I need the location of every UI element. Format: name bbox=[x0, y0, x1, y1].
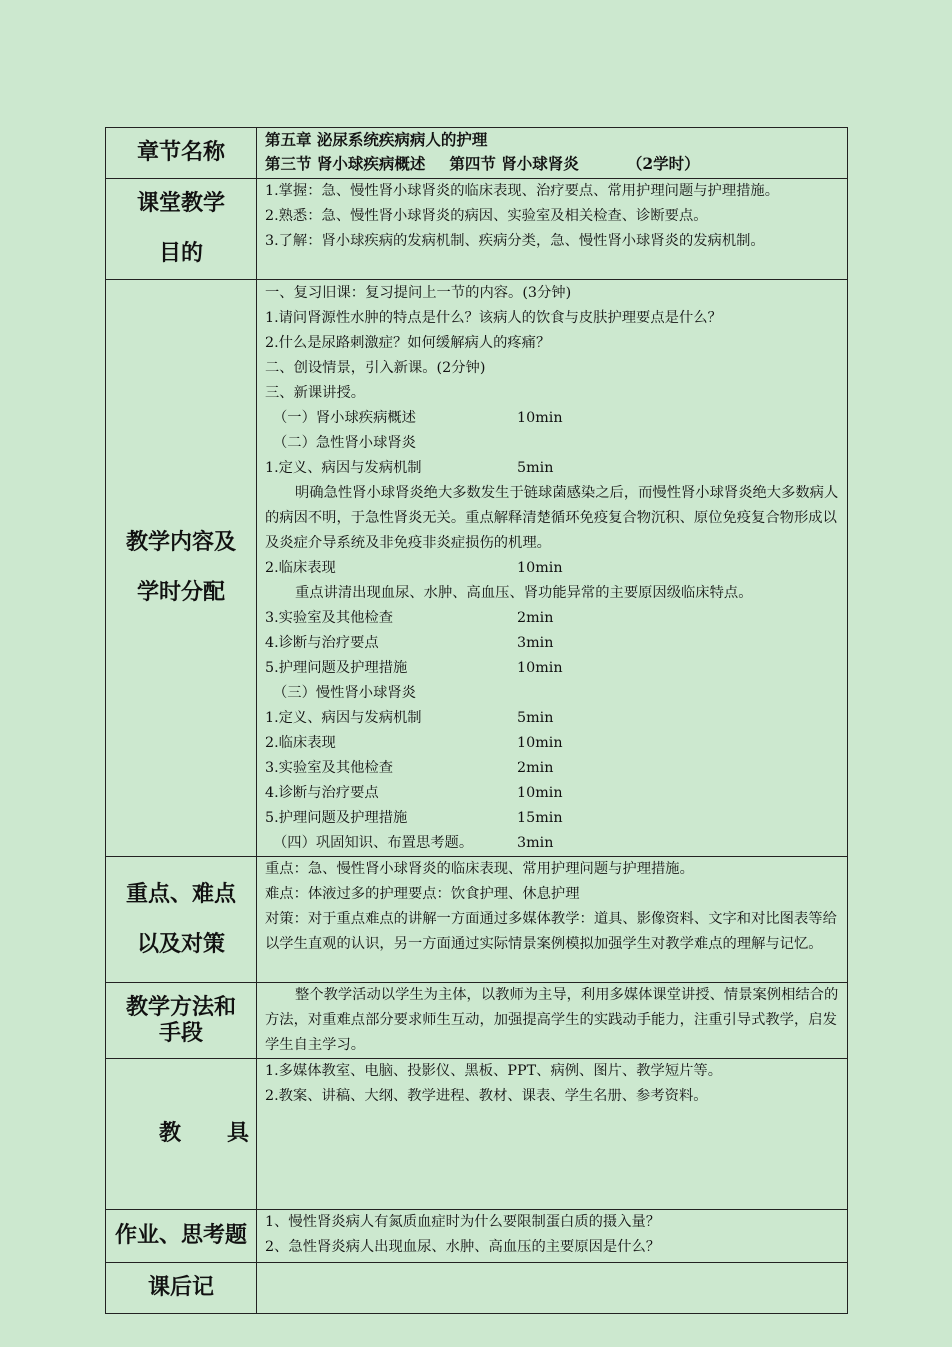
topic-title: 4.诊断与治疗要点 bbox=[265, 635, 379, 651]
afternotes-content bbox=[257, 1263, 848, 1314]
topic-title: 1.定义、病因与发病机制 bbox=[265, 460, 422, 476]
topic-time: 3min bbox=[517, 635, 554, 651]
topic-time: 10min bbox=[517, 660, 563, 676]
topic-title: 2.临床表现 bbox=[265, 560, 336, 576]
section-item bbox=[265, 831, 843, 856]
topic-title: 2.临床表现 bbox=[265, 735, 336, 751]
section-item bbox=[265, 431, 843, 456]
topic-title: 1.定义、病因与发病机制 bbox=[265, 710, 422, 726]
section-time: 3min bbox=[517, 835, 554, 851]
keypoints-label-line1: 重点、难点 bbox=[125, 881, 236, 907]
new-lesson-heading: 三、新课讲授。 bbox=[265, 385, 366, 401]
topic-title: 3.实验室及其他检查 bbox=[265, 610, 394, 626]
tool-item: 2.教案、讲稿、大纲、教学进程、教材、课表、学生名册、参考资料。 bbox=[265, 1088, 708, 1104]
methods-row bbox=[106, 983, 848, 1059]
topic-time: 15min bbox=[517, 810, 563, 826]
objective-item: 2.熟悉：急、慢性肾小球肾炎的病因、实验室及相关检查、诊断要点。 bbox=[265, 208, 708, 224]
chapter-label-text: 章节名称 bbox=[136, 140, 225, 165]
strategy: 对策：对于重点难点的讲解一方面通过多媒体教学：道具、影像资料、文字和对比图表等给以学生直观的认识，另一方面通过实际情景案例模拟加强学生对教学难点的理解与记忆。 bbox=[265, 911, 837, 952]
tools-label bbox=[106, 1059, 257, 1210]
afternotes-label bbox=[106, 1263, 257, 1314]
topic-item bbox=[265, 781, 843, 806]
scene-heading: 二、创设情景，引入新课。(2分钟) bbox=[265, 360, 486, 376]
content-label bbox=[106, 280, 257, 857]
lesson-plan-table bbox=[105, 127, 848, 1314]
tools-row bbox=[106, 1059, 848, 1210]
topic-time: 2min bbox=[517, 760, 554, 776]
tools-label-text: 教 具 bbox=[159, 1121, 249, 1146]
topic-item bbox=[265, 606, 843, 631]
review-question: 1.请问肾源性水肿的特点是什么？该病人的饮食与皮肤护理要点是什么？ bbox=[265, 310, 722, 326]
chapter-content bbox=[257, 128, 848, 179]
section-item bbox=[265, 406, 843, 431]
topic-item bbox=[265, 556, 843, 581]
topic-time: 10min bbox=[517, 735, 563, 751]
topic-title: 5.护理问题及护理措施 bbox=[265, 810, 408, 826]
methods-label bbox=[106, 983, 257, 1059]
section-title: （二）急性肾小球肾炎 bbox=[273, 435, 416, 451]
topic-item bbox=[265, 731, 843, 756]
keypoints-label-line2: 以及对策 bbox=[136, 931, 225, 957]
objectives-row bbox=[106, 179, 848, 280]
objective-item: 3.了解：肾小球疾病的发病机制、疾病分类，急、慢性肾小球肾炎的发病机制。 bbox=[265, 233, 765, 249]
topic-title: 4.诊断与治疗要点 bbox=[265, 785, 379, 801]
section-time: 10min bbox=[517, 410, 563, 426]
afternotes-row bbox=[106, 1263, 848, 1314]
review-heading: 一、复习旧课：复习提问上一节的内容。(3分钟) bbox=[265, 285, 572, 301]
objectives-label bbox=[106, 179, 257, 280]
homework-row bbox=[106, 1210, 848, 1263]
section-item bbox=[265, 681, 843, 706]
review-question: 2.什么是尿路刺激症？如何缓解病人的疼痛？ bbox=[265, 335, 551, 351]
topic-time: 5min bbox=[517, 460, 554, 476]
homework-item: 2、急性肾炎病人出现血尿、水肿、高血压的主要原因是什么？ bbox=[265, 1239, 661, 1255]
topic-time: 10min bbox=[517, 560, 563, 576]
topic-item bbox=[265, 456, 843, 481]
tools-content bbox=[257, 1059, 848, 1210]
section-title: （三）慢性肾小球肾炎 bbox=[273, 685, 416, 701]
methods-text: 整个教学活动以学生为主体，以教师为主导，利用多媒体课堂讲授、情景案例相结合的方法，对重难点部分要求师生互动，加强提高学生的实践动手能力，注重引导式教学，启发学生自主学习。 bbox=[265, 987, 839, 1053]
objective-item: 1.掌握：急、慢性肾小球肾炎的临床表现、治疗要点、常用护理问题与护理措施。 bbox=[265, 183, 780, 199]
topic-time: 2min bbox=[517, 610, 554, 626]
section-title: （四）巩固知识、布置思考题。 bbox=[273, 835, 474, 851]
topic-title: 3.实验室及其他检查 bbox=[265, 760, 394, 776]
homework-label bbox=[106, 1210, 257, 1263]
homework-label-text: 作业、思考题 bbox=[114, 1223, 247, 1248]
topic-item bbox=[265, 806, 843, 831]
class-hours: （2学时） bbox=[626, 154, 700, 173]
key-point: 重点：急、慢性肾小球肾炎的临床表现、常用护理问题与护理措施。 bbox=[265, 861, 694, 877]
section-titles bbox=[265, 152, 843, 176]
homework-item: 1、慢性肾炎病人有氮质血症时为什么要限制蛋白质的摄入量？ bbox=[265, 1214, 661, 1230]
objectives-content bbox=[257, 179, 848, 280]
methods-label-line2: 手段 bbox=[158, 1020, 203, 1046]
chapter-row bbox=[106, 128, 848, 179]
keypoints-label bbox=[106, 857, 257, 983]
topic-title: 5.护理问题及护理措施 bbox=[265, 660, 408, 676]
chapter-label bbox=[106, 128, 257, 179]
topic-time: 5min bbox=[517, 710, 554, 726]
chapter-title: 第五章 泌尿系统疾病病人的护理 bbox=[265, 130, 488, 149]
topic-item bbox=[265, 631, 843, 656]
section-3-title: 第三节 肾小球疾病概述 bbox=[265, 154, 426, 173]
keypoints-content bbox=[257, 857, 848, 983]
content-label-line2: 学时分配 bbox=[136, 580, 225, 605]
afternotes-label-text: 课后记 bbox=[147, 1275, 214, 1300]
topic-item bbox=[265, 756, 843, 781]
methods-label-line1: 教学方法和 bbox=[125, 994, 236, 1020]
homework-content bbox=[257, 1210, 848, 1263]
methods-content bbox=[257, 983, 848, 1059]
objectives-label-line2: 目的 bbox=[158, 241, 203, 266]
topic-explanation: 明确急性肾小球肾炎绝大多数发生于链球菌感染之后，而慢性肾小球肾炎绝大多数病人的病因不明，于急性肾炎无关。重点解释清楚循环免疫复合物沉积、原位免疫复合物形成以及炎症介导系统及非免疫非炎症损伤的机理。 bbox=[265, 485, 839, 551]
topic-item bbox=[265, 706, 843, 731]
content-label-line1: 教学内容及 bbox=[125, 530, 236, 555]
difficult-point: 难点：体液过多的护理要点：饮食护理、休息护理 bbox=[265, 886, 580, 902]
objectives-label-line1: 课堂教学 bbox=[136, 191, 225, 216]
topic-explanation: 重点讲清出现血尿、水肿、高血压、肾功能异常的主要原因级临床特点。 bbox=[295, 585, 753, 601]
topic-item bbox=[265, 656, 843, 681]
keypoints-row bbox=[106, 857, 848, 983]
section-title: （一）肾小球疾病概述 bbox=[273, 410, 416, 426]
content-row bbox=[106, 280, 848, 857]
tool-item: 1.多媒体教室、电脑、投影仪、黑板、PPT、病例、图片、教学短片等。 bbox=[265, 1063, 723, 1079]
topic-time: 10min bbox=[517, 785, 563, 801]
content-body bbox=[257, 280, 848, 857]
section-4-title: 第四节 肾小球肾炎 bbox=[449, 154, 579, 173]
